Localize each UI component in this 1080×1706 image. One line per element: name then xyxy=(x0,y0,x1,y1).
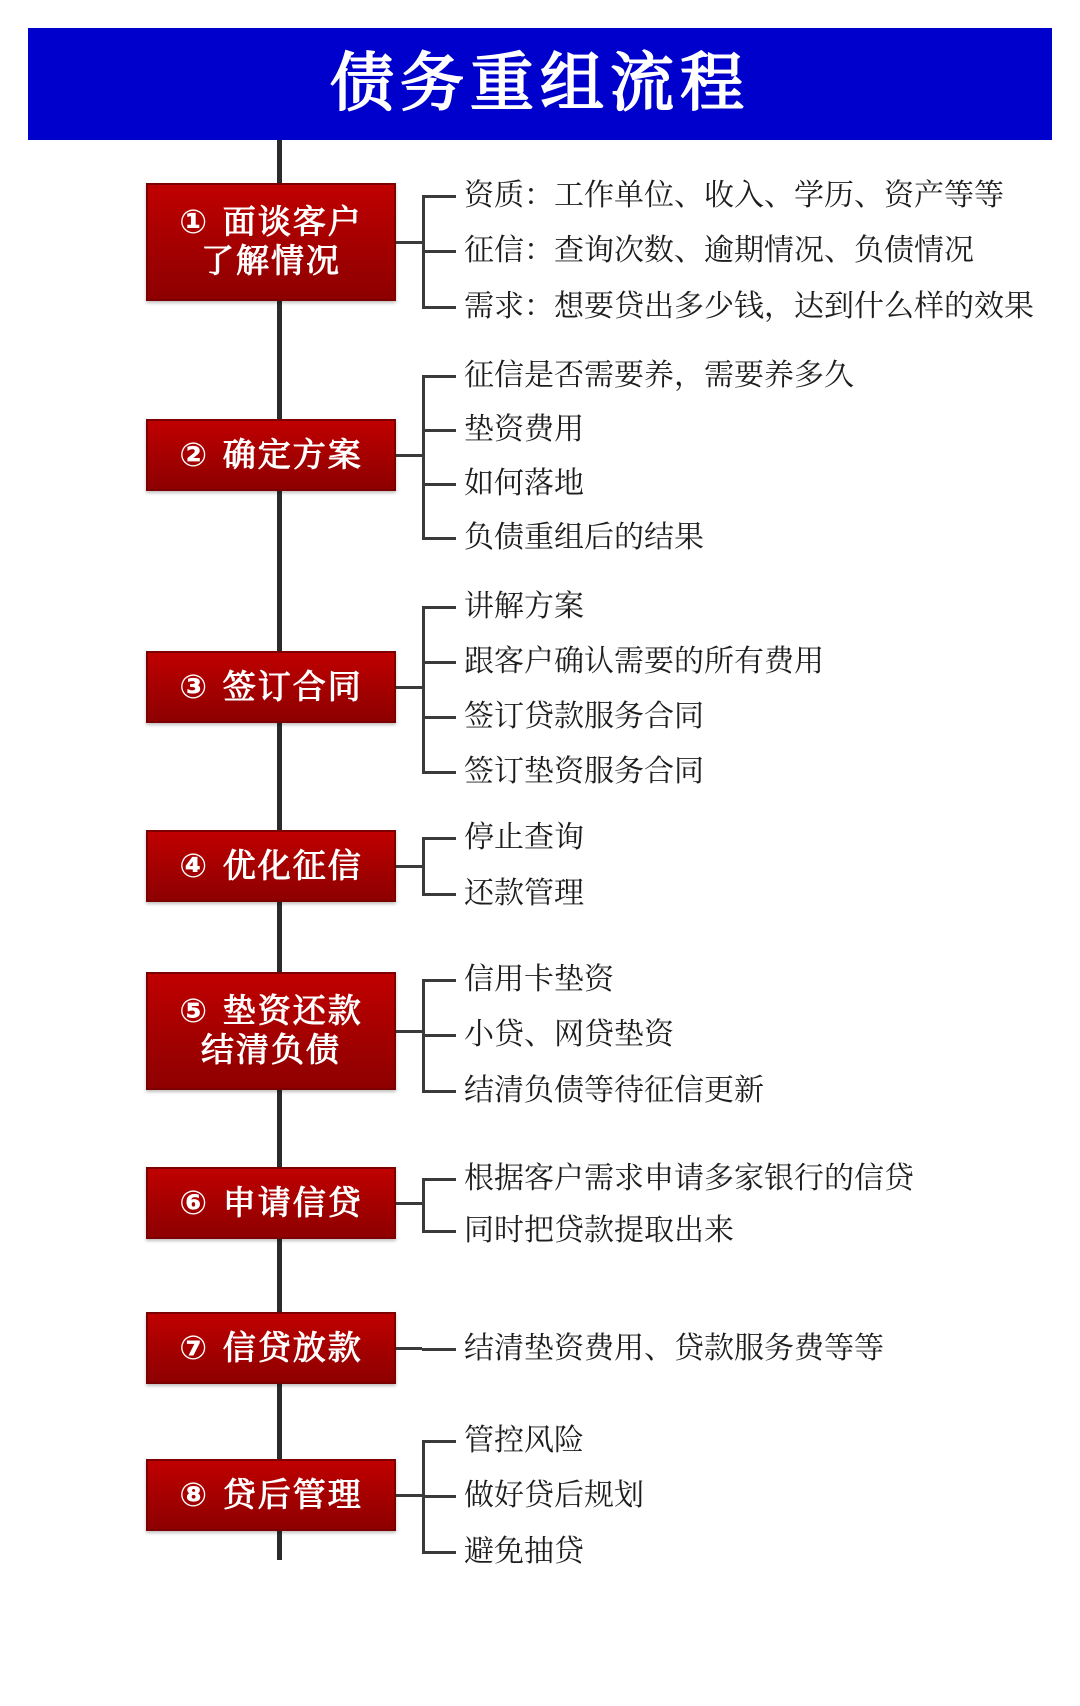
connector-item-line xyxy=(422,1440,456,1443)
step-label-line: ④ 优化征信 xyxy=(179,845,363,885)
step-detail-item: 停止查询 xyxy=(464,820,584,855)
connector-item-line xyxy=(422,893,456,896)
connector-item-line xyxy=(422,429,456,432)
connector-item-line xyxy=(422,1551,456,1554)
connector-stub xyxy=(396,1347,422,1350)
connector-item-line xyxy=(422,483,456,486)
step-label-line: ⑥ 申请信贷 xyxy=(179,1182,363,1222)
connector-stub xyxy=(396,1494,422,1497)
step-box-3[interactable] xyxy=(146,651,396,723)
step-label-line: ⑤ 垫资还款 xyxy=(179,991,363,1031)
step-detail-item: 资质：工作单位、收入、学历、资产等等 xyxy=(464,178,1004,213)
connector-item-line xyxy=(422,837,456,840)
connector-item-line xyxy=(422,1230,456,1233)
connector-item-line xyxy=(422,537,456,540)
step-detail-item: 如何落地 xyxy=(464,466,584,501)
step-label-line: ⑧ 贷后管理 xyxy=(179,1474,363,1514)
step-detail-item: 做好贷后规划 xyxy=(464,1478,644,1513)
step-detail-item: 需求：想要贷出多少钱，达到什么样的效果 xyxy=(464,289,1034,324)
step-detail-item: 签订垫资服务合同 xyxy=(464,754,704,789)
connector-item-line xyxy=(422,771,456,774)
connector-item-line xyxy=(422,1495,456,1498)
connector-item-line xyxy=(422,661,456,664)
step-detail-item: 信用卡垫资 xyxy=(464,962,614,997)
step-box-6[interactable] xyxy=(146,1167,396,1239)
connector-stub xyxy=(396,1202,422,1205)
step-detail-item: 还款管理 xyxy=(464,876,584,911)
connector-bracket xyxy=(422,376,425,538)
step-detail-item: 管控风险 xyxy=(464,1423,584,1458)
step-detail-item: 小贷、网贷垫资 xyxy=(464,1017,674,1052)
step-detail-item: 跟客户确认需要的所有费用 xyxy=(464,644,824,679)
step-detail-item: 征信是否需要养，需要养多久 xyxy=(464,358,854,393)
connector-stub xyxy=(396,686,422,689)
step-detail-item: 同时把贷款提取出来 xyxy=(464,1213,734,1248)
connector-bracket xyxy=(422,607,425,772)
step-box-8[interactable] xyxy=(146,1459,396,1531)
step-label-line: 了解情况 xyxy=(201,241,341,280)
step-detail-item: 结清垫资费用、贷款服务费等等 xyxy=(464,1331,884,1366)
step-box-1[interactable] xyxy=(146,183,396,301)
step-box-7[interactable] xyxy=(146,1312,396,1384)
connector-stub xyxy=(396,454,422,457)
step-label-line: 结清负债 xyxy=(201,1030,341,1069)
page-title-banner xyxy=(28,28,1052,140)
page-title: 债务重组流程 xyxy=(330,47,750,121)
connector-item-line xyxy=(422,716,456,719)
step-box-5[interactable] xyxy=(146,972,396,1090)
connector-bracket xyxy=(422,838,425,894)
connector-stub xyxy=(396,241,422,244)
step-detail-item: 讲解方案 xyxy=(464,589,584,624)
step-detail-item: 垫资费用 xyxy=(464,412,584,447)
step-label-line: ⑦ 信贷放款 xyxy=(179,1327,363,1367)
connector-bracket xyxy=(422,1179,425,1231)
connector-stub xyxy=(396,865,422,868)
connector-item-line xyxy=(422,1034,456,1037)
connector-item-line xyxy=(422,606,456,609)
step-detail-item: 负债重组后的结果 xyxy=(464,520,704,555)
step-detail-item: 避免抽贷 xyxy=(464,1534,584,1569)
step-box-2[interactable] xyxy=(146,419,396,491)
step-detail-item: 征信：查询次数、逾期情况、负债情况 xyxy=(464,233,974,268)
step-detail-item: 根据客户需求申请多家银行的信贷 xyxy=(464,1161,914,1196)
step-detail-item: 签订贷款服务合同 xyxy=(464,699,704,734)
connector-item-line xyxy=(422,1348,456,1351)
step-label-line: ③ 签订合同 xyxy=(179,666,363,706)
connector-item-line xyxy=(422,195,456,198)
connector-item-line xyxy=(422,306,456,309)
step-label-line: ① 面谈客户 xyxy=(179,202,363,242)
connector-item-line xyxy=(422,375,456,378)
connector-item-line xyxy=(422,1090,456,1093)
connector-stub xyxy=(396,1030,422,1033)
step-detail-item: 结清负债等待征信更新 xyxy=(464,1073,764,1108)
connector-item-line xyxy=(422,1178,456,1181)
step-label-line: ② 确定方案 xyxy=(179,434,363,474)
connector-item-line xyxy=(422,979,456,982)
connector-item-line xyxy=(422,250,456,253)
step-box-4[interactable] xyxy=(146,830,396,902)
